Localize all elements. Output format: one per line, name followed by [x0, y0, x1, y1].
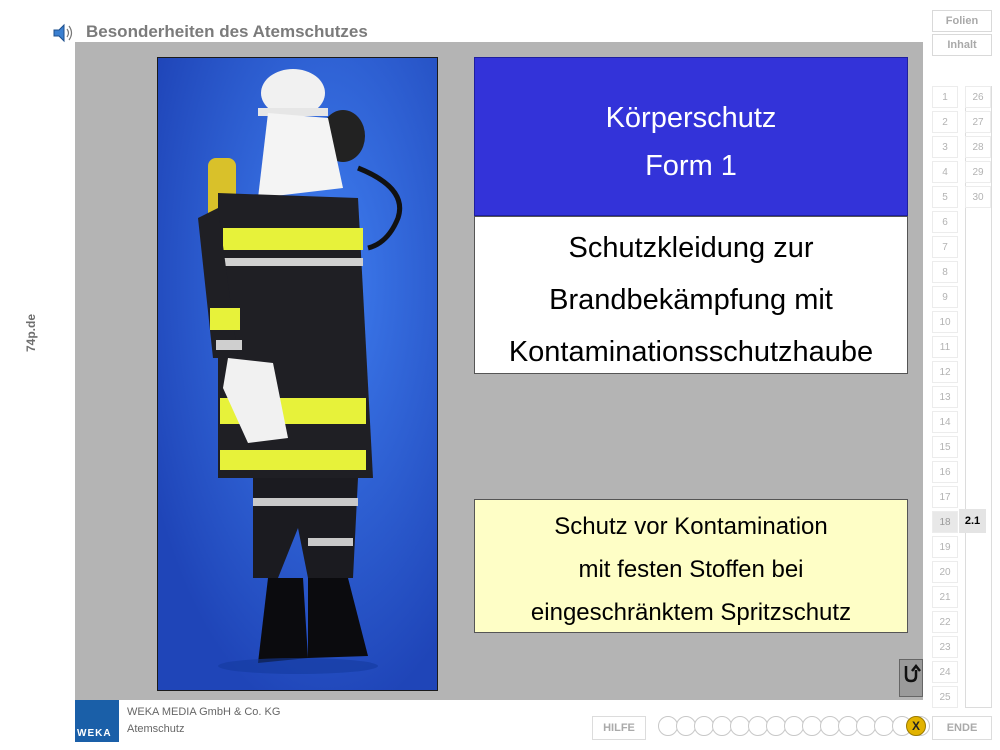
- slide-number-10[interactable]: 10: [932, 311, 958, 333]
- end-button[interactable]: ENDE: [932, 716, 992, 740]
- slide-number-13[interactable]: 13: [932, 386, 958, 408]
- slide-number-11[interactable]: 11: [932, 336, 958, 358]
- slide-number-27[interactable]: 27: [965, 111, 991, 133]
- note-line1: Schutz vor Kontamination: [554, 513, 828, 540]
- slide-title-box: [474, 57, 908, 216]
- progress-circle: [856, 716, 876, 736]
- slide-number-1[interactable]: 1: [932, 86, 958, 108]
- progress-circle: [748, 716, 768, 736]
- slide-number-15[interactable]: 15: [932, 436, 958, 458]
- progress-circle: [694, 716, 714, 736]
- chapter-marker: 2.1: [959, 509, 986, 533]
- subtitle-line1: Schutzkleidung zur: [568, 232, 814, 264]
- slide-number-30[interactable]: 30: [965, 186, 991, 208]
- progress-circle: [658, 716, 678, 736]
- page-title: Besonderheiten des Atemschutzes: [86, 22, 368, 41]
- close-button[interactable]: X: [906, 716, 926, 736]
- progress-circle: [820, 716, 840, 736]
- return-arrow-icon: [901, 662, 921, 684]
- slide-title-line1: Körperschutz: [605, 102, 777, 134]
- progress-circle: [730, 716, 750, 736]
- slide-number-3[interactable]: 3: [932, 136, 958, 158]
- slide-number-14[interactable]: 14: [932, 411, 958, 433]
- slide-number-9[interactable]: 9: [932, 286, 958, 308]
- slide-number-6[interactable]: 6: [932, 211, 958, 233]
- subtitle-line3: Kontaminationsschutzhaube: [508, 336, 874, 368]
- slide-number-16[interactable]: 16: [932, 461, 958, 483]
- firefighter-photo: [157, 57, 438, 691]
- slide-number-21[interactable]: 21: [932, 586, 958, 608]
- note-line3: eingeschränktem Spritzschutz: [530, 599, 852, 626]
- slide-number-5[interactable]: 5: [932, 186, 958, 208]
- progress-circle: [766, 716, 786, 736]
- inhalt-button[interactable]: Inhalt: [932, 34, 992, 56]
- slide-number-4[interactable]: 4: [932, 161, 958, 183]
- weka-logo-text: WEKA: [77, 728, 112, 739]
- slide-number-12[interactable]: 12: [932, 361, 958, 383]
- slide-number-7[interactable]: 7: [932, 236, 958, 258]
- slide-subtitle-box: [474, 216, 908, 374]
- progress-indicator: [658, 716, 928, 736]
- note-line2: mit festen Stoffen bei: [578, 556, 804, 583]
- back-button[interactable]: [899, 659, 923, 697]
- folien-button[interactable]: Folien: [932, 10, 992, 32]
- progress-circle: [676, 716, 696, 736]
- slide-title-line2: Form 1: [645, 150, 737, 182]
- slide-number-29[interactable]: 29: [965, 161, 991, 183]
- side-watermark-label: 74p.de: [24, 313, 38, 352]
- subtitle-line2: Brandbekämpfung mit: [549, 284, 833, 316]
- slide-number-17[interactable]: 17: [932, 486, 958, 508]
- progress-circle: [802, 716, 822, 736]
- progress-circle: [838, 716, 858, 736]
- slide-number-8[interactable]: 8: [932, 261, 958, 283]
- footer-company: WEKA MEDIA GmbH & Co. KG: [127, 706, 281, 718]
- speaker-icon[interactable]: [52, 22, 76, 44]
- slide-note-box: [474, 499, 908, 633]
- slide-number-19[interactable]: 19: [932, 536, 958, 558]
- slide-number-28[interactable]: 28: [965, 136, 991, 158]
- footer-product: Atemschutz: [127, 723, 185, 735]
- slide-number-18[interactable]: 18: [932, 511, 958, 533]
- slide-number-24[interactable]: 24: [932, 661, 958, 683]
- slide-number-20[interactable]: 20: [932, 561, 958, 583]
- progress-circle: [874, 716, 894, 736]
- slide-number-25[interactable]: 25: [932, 686, 958, 708]
- progress-circle: [712, 716, 732, 736]
- slide-number-23[interactable]: 23: [932, 636, 958, 658]
- slide-number-26[interactable]: 26: [965, 86, 991, 108]
- slide-number-22[interactable]: 22: [932, 611, 958, 633]
- progress-circle: [784, 716, 804, 736]
- slide-number-2[interactable]: 2: [932, 111, 958, 133]
- help-button[interactable]: HILFE: [592, 716, 646, 740]
